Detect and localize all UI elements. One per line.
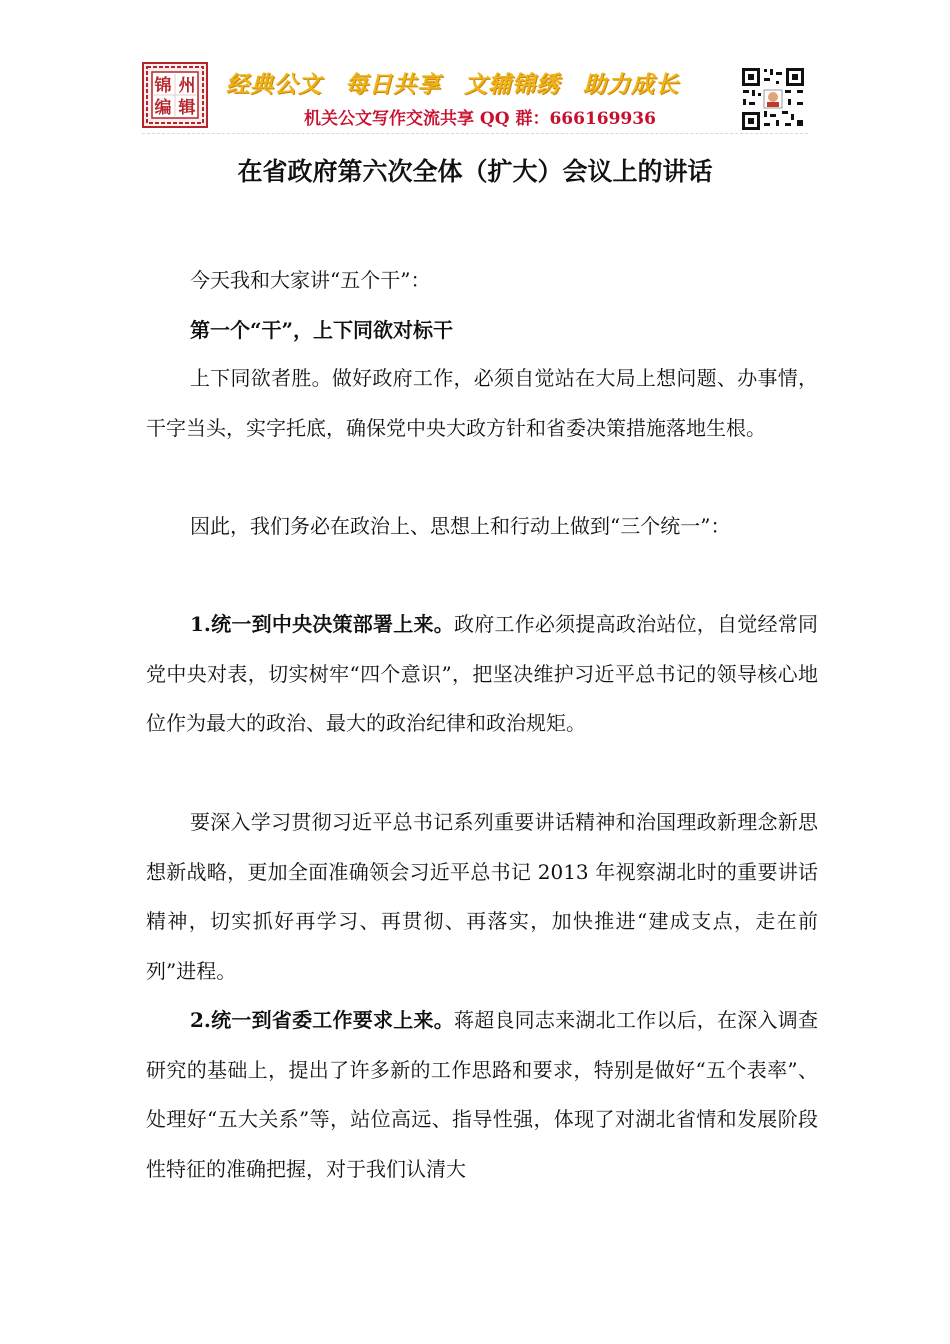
document-header — [142, 62, 808, 134]
slogan-phrase: 助力成长 — [583, 72, 680, 98]
paragraph: 要深入学习贯彻习近平总书记系列重要讲话精神和治国理政新理念新思想新战略，更加全面准确领会习近平总书记 2013 年视察湖北时的重要讲话精神，切实抓好再学习、再贯彻、再落实，加快推进“建成支点，走在前列”进程。 — [146, 810, 818, 983]
paragraph: 因此，我们务必在政治上、思想上和行动上做到“三个统一”： — [190, 514, 731, 538]
paragraph-intro: 今天我和大家讲“五个干”： — [190, 268, 431, 292]
section-heading — [146, 306, 818, 356]
svg-text:辑: 辑 — [178, 98, 196, 118]
qq-group-line: 机关公文写作交流共享 QQ 群：666169936 — [304, 109, 656, 129]
qr-code-icon — [740, 66, 806, 132]
seal-logo-icon — [142, 62, 208, 128]
paragraph-lead: 2.统一到省委工作要求上来。 — [190, 1008, 454, 1032]
paragraph-lead: 1.统一到中央决策部署上来。 — [190, 612, 454, 636]
slogan-phrase: 每日共享 — [345, 72, 442, 98]
paragraph — [146, 600, 818, 749]
header-slogan — [226, 66, 726, 99]
paragraph-body: 政府工作必须提高政治站位，自觉经常同党中央对表，切实树牢“四个意识”，把坚决维护习近平总书记的领导核心地位作为最大的政治、最大的政治纪律和政治规矩。 — [146, 612, 818, 735]
slogan-phrase: 文辅锦绣 — [464, 72, 561, 98]
paragraph — [146, 996, 818, 1194]
section-heading-text: 第一个“干”，上下同欲对标干 — [190, 318, 454, 342]
paragraph: 上下同欲者胜。做好政府工作，必须自觉站在大局上想问题、办事情，干字当头，实字托底，确保党中央大政方针和省委决策措施落地生根。 — [146, 366, 818, 440]
paragraph-body: 蒋超良同志来湖北工作以后，在深入调查研究的基础上，提出了许多新的工作思路和要求，特别是做好“五个表率”、处理好“五大关系”等，站位高远、指导性强，体现了对湖北省情和发展阶段性特征的准确把握，对于我们认清大 — [146, 1008, 818, 1181]
svg-text:锦: 锦 — [154, 76, 172, 96]
svg-text:编: 编 — [154, 98, 172, 118]
slogan-phrase: 经典公文 — [226, 72, 322, 98]
header-divider — [142, 133, 808, 134]
document-title: 在省政府第六次全体（扩大）会议上的讲话 — [237, 157, 713, 186]
svg-text:州: 州 — [178, 76, 196, 96]
